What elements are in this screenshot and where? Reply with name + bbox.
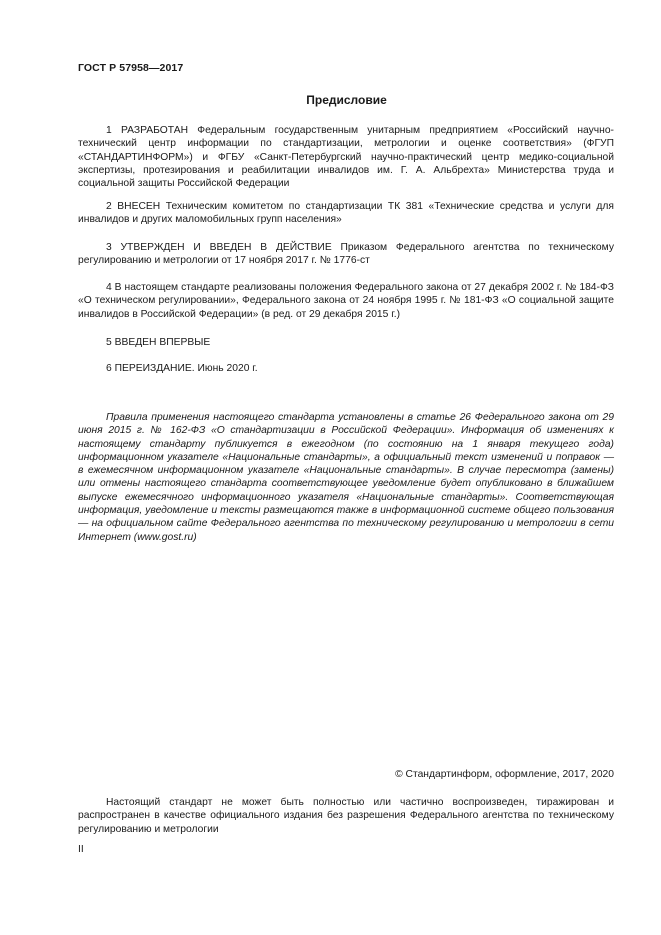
page-number: II [78,844,84,855]
copyright-line: © Стандартинформ, оформление, 2017, 2020 [395,769,614,780]
foreword-item-3: 3 УТВЕРЖДЕН И ВВЕДЕН В ДЕЙСТВИЕ Приказом Федерального агентства по техническому регулированию и метрологии от 17 ноября 2017 г. № 1776-ст [78,242,614,267]
foreword-item-4: 4 В настоящем стандарте реализованы положения Федерального закона от 27 декабря 2002 г. № 184-ФЗ «О техническом регулировании», Федерального закона от 24 ноября 1995 г. № 181-ФЗ «О социальной защите инвалидов в Российской Федерации» (в ред. от 29 декабря 2015 г.) [78,282,614,320]
foreword-item-1: 1 РАЗРАБОТАН Федеральным государственным унитарным предприятием «Российский научно-технический центр информации по стандартизации, метрологии и оценке соответствия» (ФГУП «СТАНДАРТИНФОРМ») и ФГБУ «Санкт-Петербургский научно-практический центр медико-социальной экспертизы, протезирования и реабилитации инвалидов им. Г. А. Альбрехта» Министерства труда и социальной защиты Российской Федерации [78,125,614,190]
foreword-item-6: 6 ПЕРЕИЗДАНИЕ. Июнь 2020 г. [106,363,258,374]
application-rules-notice: Правила применения настоящего стандарта установлены в статье 26 Федерального закона от 29 июня 2015 г. № 162-ФЗ «О стандартизации в Российской Федерации». Информация об изменениях к настоящему стандарту публикуется в ежегодном (по состоянию на 1 января текущего года) информационном указателе «Национальные стандарты», а официальный текст изменений и поправок — в ежемесячном информационном указателе «Национальные стандарты». В случае пересмотра (замены) или отмены настоящего стандарта соответствующее уведомление будет опубликовано в ближайшем выпуске ежемесячного информационного указателя «Национальные стандарты». Соответствующая информация, уведомление и тексты размещаются также в информационной системе общего пользования — на официальном сайте Федерального агентства по техническому регулированию и метрологии в сети Интернет (www.gost.ru) [78,412,614,543]
reprint-notice: Настоящий стандарт не может быть полностью или частично воспроизведен, тиражирован и распространен в качестве официального издания без разрешения Федерального агентства по техническому регулированию и метрологии [78,797,614,835]
foreword-item-5: 5 ВВЕДЕН ВПЕРВЫЕ [106,337,211,348]
standard-code: ГОСТ Р 57958—2017 [78,62,184,74]
foreword-item-2: 2 ВНЕСЕН Техническим комитетом по стандартизации ТК 381 «Технические средства и услуги для инвалидов и других маломобильных групп населения» [78,201,614,226]
section-title: Предисловие [306,93,387,107]
